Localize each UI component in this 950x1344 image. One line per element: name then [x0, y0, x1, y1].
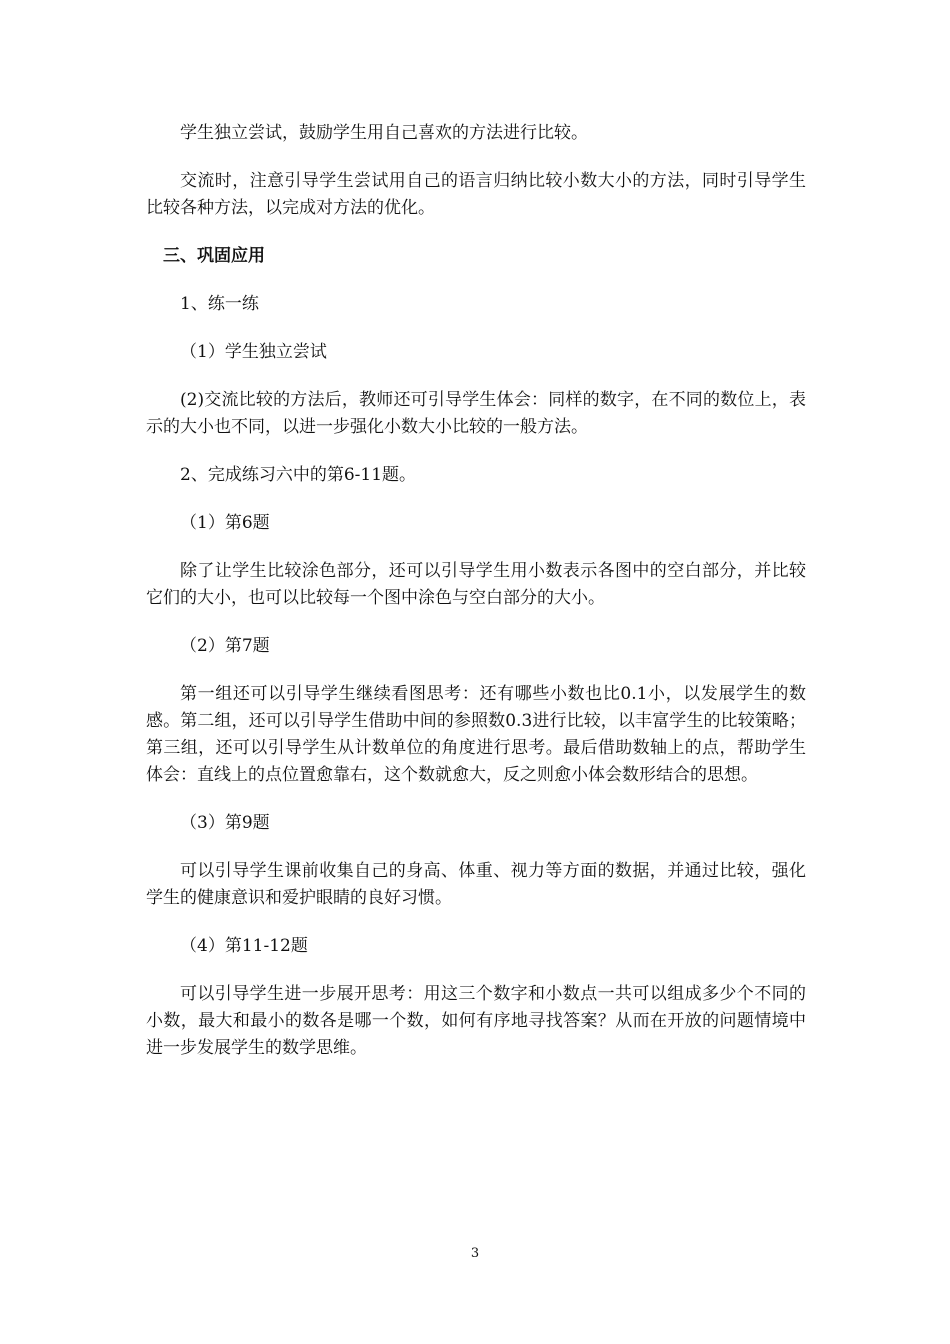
item-question-7: （2）第7题: [180, 636, 270, 656]
paragraph-compare-method: (2)交流比较的方法后，教师还可引导学生体会：同样的数字，在不同的数位上，表示的大小也不同，以进一步强化小数大小比较的一般方法。: [146, 390, 806, 437]
paragraph-exchange: 交流时，注意引导学生尝试用自己的语言归纳比较小数大小的方法，同时引导学生比较各种方法，以完成对方法的优化。: [146, 171, 806, 218]
paragraph-student-trial: 学生独立尝试，鼓励学生用自己喜欢的方法进行比较。: [180, 123, 588, 143]
paragraph-question-7: 第一组还可以引导学生继续看图思考：还有哪些小数也比0.1小，以发展学生的数感。第二组，还可以引导学生借助中间的参照数0.3进行比较，以丰富学生的比较策略；第三组，还可以引导学生从计数单位的角度进行思考。最后借助数轴上的点，帮助学生体会：直线上的点位置愈靠右，这个数就愈大，反之则愈小体会数形结合的思想。: [146, 684, 806, 785]
paragraph-question-9: 可以引导学生课前收集自己的身高、体重、视力等方面的数据，并通过比较，强化学生的健康意识和爱护眼睛的良好习惯。: [146, 861, 806, 908]
paragraph-question-6: 除了让学生比较涂色部分，还可以引导学生用小数表示各图中的空白部分，并比较它们的大小，也可以比较每一个图中涂色与空白部分的大小。: [146, 561, 806, 608]
page-number: 3: [470, 1246, 480, 1261]
item-question-6: （1）第6题: [180, 513, 270, 533]
item-independent-trial: （1）学生独立尝试: [180, 342, 327, 362]
item-exercise-six: 2、完成练习六中的第6-11题。: [180, 465, 417, 485]
section-heading-consolidate: 三、巩固应用: [163, 246, 265, 266]
document-page: [146, 120, 806, 1083]
item-question-9: （3）第9题: [180, 813, 270, 833]
item-practice: 1、练一练: [180, 294, 259, 314]
paragraph-question-11-12: 可以引导学生进一步展开思考：用这三个数字和小数点一共可以组成多少个不同的小数，最大和最小的数各是哪一个数，如何有序地寻找答案？从而在开放的问题情境中进一步发展学生的数学思维。: [146, 984, 806, 1058]
item-question-11-12: （4）第11-12题: [180, 936, 308, 956]
